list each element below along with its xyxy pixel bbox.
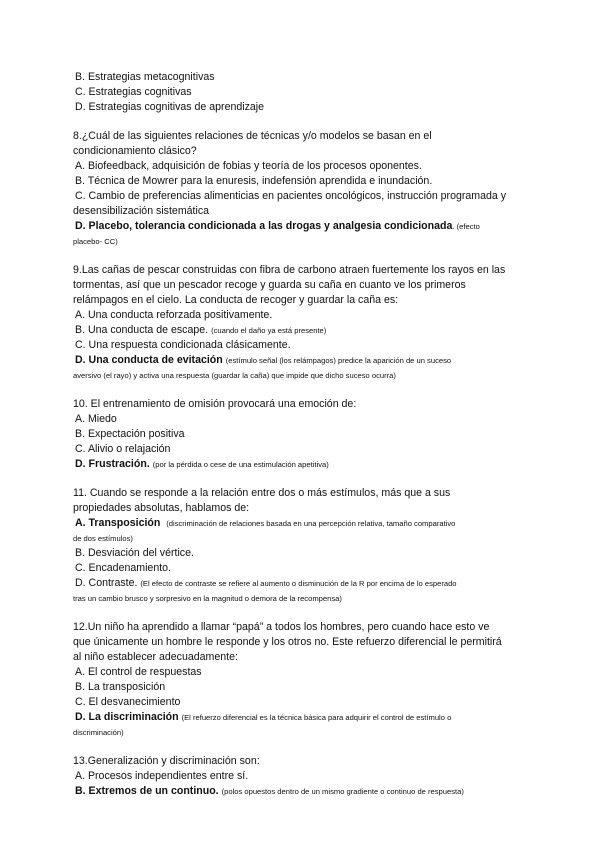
- option-b: B. Expectación positiva: [75, 428, 185, 440]
- answer-text: A. Transposición: [75, 517, 161, 529]
- question-text: 9.Las cañas de pescar construidas con fibra de carbono atraen fuertemente los rayos en las: [73, 264, 506, 276]
- question-7-tail: [73, 70, 530, 115]
- question-9: [73, 263, 530, 383]
- question-text: 8.¿Cuál de las siguientes relaciones de técnicas y/o modelos se basan en el: [73, 130, 432, 142]
- option-d-note: tras un cambio brusco y sorpresivo en la magnitud o demora de la recompensa): [73, 594, 342, 603]
- question-10: [73, 397, 530, 472]
- option-d: [73, 576, 530, 591]
- question-8: [73, 129, 530, 249]
- option-b: B. Desviación del vértice.: [75, 547, 194, 559]
- answer-text: D. Una conducta de evitación: [75, 354, 223, 366]
- option-d-answer: [73, 710, 530, 725]
- option-d-answer: [73, 219, 530, 234]
- option-a: A. Biofeedback, adquisición de fobias y teoría de los procesos oponentes.: [75, 160, 422, 172]
- option-b: B. Técnica de Mowrer para la enuresis, indefensión aprendida e inundación.: [75, 175, 433, 187]
- answer-note: (por la pérdida o cese de una estimulación apetitiva): [152, 460, 329, 469]
- question-text: 11. Cuando se responde a la relación entre dos o más estímulos, más que a sus: [73, 487, 451, 499]
- option-b: [73, 323, 530, 338]
- option-d-note: (El efecto de contraste se refiere al aumento o disminución de la R por encima de lo esperado: [140, 579, 457, 588]
- option-c: C. Estrategias cognitivas: [75, 86, 192, 98]
- option-d-answer: [73, 457, 530, 472]
- option-a: A. Procesos independientes entre sí.: [75, 770, 249, 782]
- question-11: [73, 486, 530, 606]
- option-b-note: (cuando el daño ya está presente): [211, 326, 327, 335]
- option-c: C. El desvanecimiento: [75, 696, 181, 708]
- question-text: al niño establecer adecuadamente:: [73, 651, 238, 663]
- question-text: 13.Generalización y discriminación son:: [73, 755, 260, 767]
- answer-text: D. Placebo, tolerancia condicionada a las drogas y analgesia condicionada: [75, 220, 453, 232]
- answer-text: D. La discriminación: [75, 711, 179, 723]
- option-b-answer: [73, 784, 530, 799]
- question-text: relámpagos en el cielo. La conducta de recoger y guardar la caña es:: [73, 294, 399, 306]
- option-c: C. Alivio o relajación: [75, 443, 171, 455]
- question-text: tormentas, así que un pescador recoge y guarda su caña en cuanto ve los primeros: [73, 279, 466, 291]
- option-c: C. Encadenamiento.: [75, 562, 171, 574]
- option-d-text: D. Contraste.: [75, 577, 138, 589]
- option-b-text: B. Una conducta de escape.: [75, 324, 209, 336]
- option-b: B. La transposición: [75, 681, 166, 693]
- answer-note: (discriminación de relaciones basada en una percepción relativa, tamaño comparativo: [166, 519, 456, 528]
- question-text: 10. El entrenamiento de omisión provocará una emoción de:: [73, 398, 357, 410]
- option-d: D. Estrategias cognitivas de aprendizaje: [75, 101, 265, 113]
- option-d-answer: [73, 353, 530, 368]
- option-b: B. Estrategias metacognitivas: [75, 71, 215, 83]
- option-a: A. Miedo: [75, 413, 117, 425]
- answer-note: discriminación): [73, 728, 124, 737]
- question-13: [73, 754, 530, 799]
- question-text: 12.Un niño ha aprendido a llamar “papá” a todos los hombres, pero cuando hace esto ve: [73, 621, 490, 633]
- option-c-continued: desensibilización sistemática: [73, 205, 210, 217]
- answer-note: (El refuerzo diferencial es la técnica básica para adquirir el control de estímulo o: [181, 713, 452, 722]
- option-a: A. Una conducta reforzada positivamente.: [75, 309, 273, 321]
- question-12: [73, 620, 530, 740]
- question-text: propiedades absolutas, hablamos de:: [73, 502, 250, 514]
- answer-note: (polos opuestos dentro de un mismo gradiente o continuo de respuesta): [221, 787, 464, 796]
- question-text: condicionamiento clásico?: [73, 145, 197, 157]
- answer-note: . (efecto: [452, 222, 480, 231]
- answer-note: (estímulo señal (los relámpagos) predice la aparición de un suceso: [225, 356, 452, 365]
- option-a-answer: [73, 516, 530, 531]
- option-c: C. Cambio de preferencias alimenticias en pacientes oncológicos, instrucción programada y: [75, 190, 507, 202]
- answer-note: aversivo (el rayo) y activa una respuesta (guardar la caña) que impide que dicho suceso ocurra): [73, 371, 396, 380]
- answer-note: placebo- CC): [73, 237, 118, 246]
- option-a: A. El control de respuestas: [75, 666, 202, 678]
- answer-note: de dos estímulos): [73, 534, 133, 543]
- option-c: C. Una respuesta condicionada clásicamente.: [75, 339, 291, 351]
- question-text: que únicamente un hombre le responde y los otros no. Este refuerzo diferencial le permitirá: [73, 636, 502, 648]
- answer-text: D. Frustración.: [75, 458, 150, 470]
- answer-text: B. Extremos de un continuo.: [75, 785, 219, 797]
